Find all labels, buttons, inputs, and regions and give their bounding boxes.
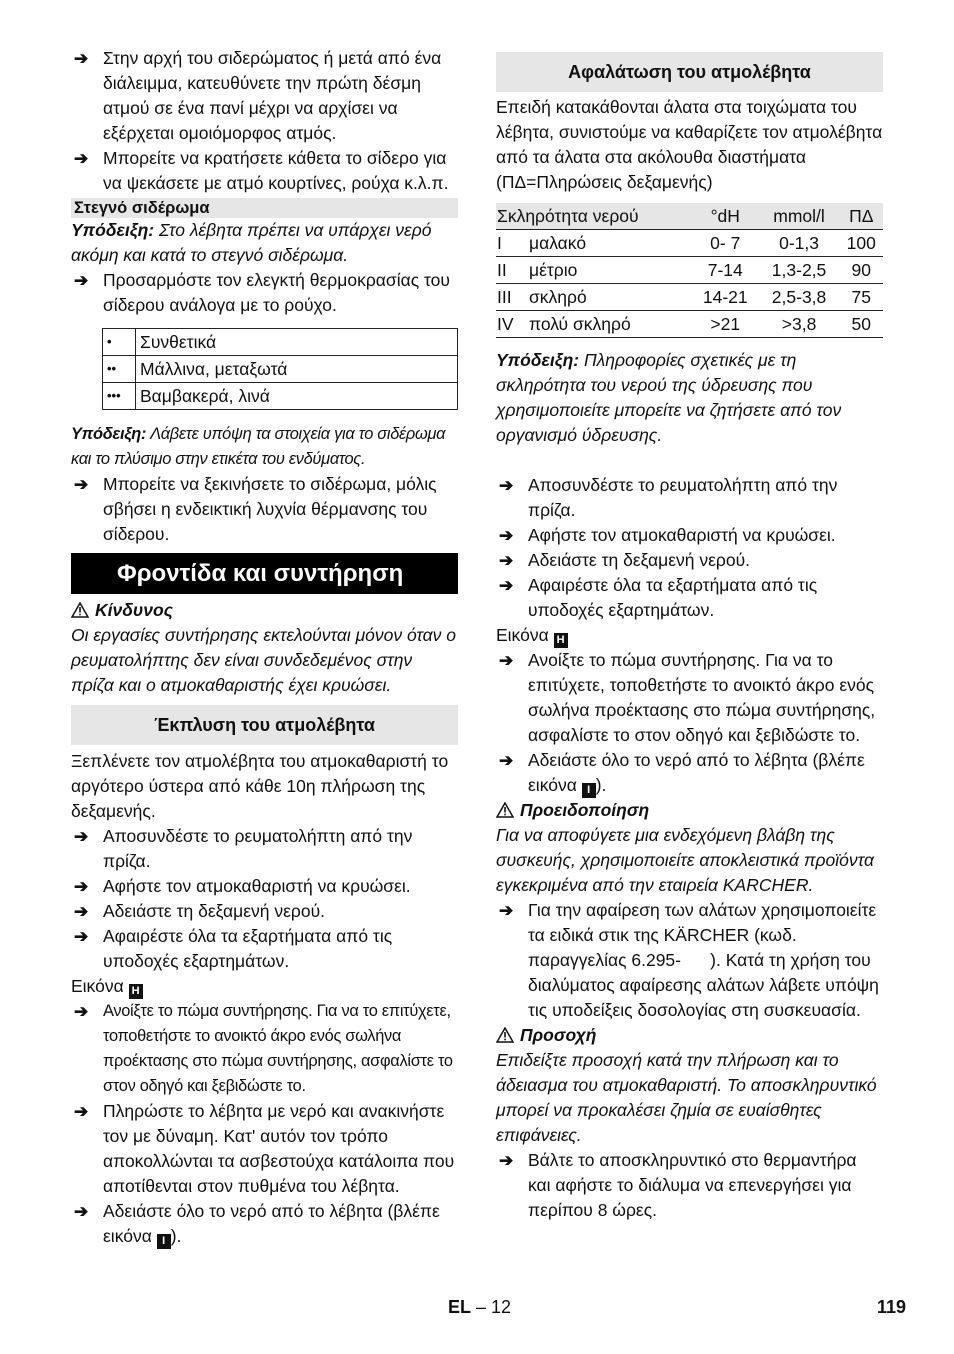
warning-text: Για να αποφύγετε μια ενδεχόμενη βλάβη της συσκευής, χρησιμοποιείτε αποκλειστικά προϊόντα εγκεκριμένα από την εταιρεία KARCHER. bbox=[496, 825, 874, 895]
arrow-right-icon: ➔ bbox=[499, 526, 514, 545]
list-item: ➔ Αδειάστε τη δεξαμενή νερού. bbox=[71, 899, 458, 924]
figure-i-icon: I bbox=[157, 1234, 171, 1249]
list-item: ➔ Στην αρχή του σιδερώματος ή μετά από ένα διάλειμμα, κατευθύνετε την πρώτη δέσμη ατμού σε ένα πανί μέχρι να αρχίσει να εξέρχεται ομοιόμορφος ατμός. bbox=[74, 48, 442, 143]
figure-h-icon: H bbox=[554, 633, 568, 648]
list-item: ➔ Βάλτε το αποσκληρυντικό στο θερμαντήρα και αφήστε το διάλυμα να επενεργήσει για περίπου 8 ώρες. bbox=[499, 1150, 857, 1220]
list-item: ➔ Ανοίξτε το πώμα συντήρησης. Για να το επιτύχετε, τοποθετήστε το ανοικτό άκρο ενός σωλήνα προέκτασης στο πώμα συντήρησης, ασφαλίστε το στον οδηγό και ξεβιδώστε το. bbox=[71, 999, 458, 1099]
list-item: ➔ Πληρώστε το λέβητα με νερό και ανακινήστε τον με δύναμη. Κατ' αυτόν τον τρόπο αποκολλώνται τα ασβεστούχα κατάλοιπα που αποτίθενται στον πυθμένα του λέβητα. bbox=[74, 1101, 455, 1196]
list-item: ➔ Αδειάστε τη δεξαμενή νερού. bbox=[496, 548, 883, 573]
arrow-right-icon: ➔ bbox=[499, 751, 514, 770]
arrow-right-icon: ➔ bbox=[499, 576, 514, 595]
list-item: ➔ Μπορείτε να ξεκινήσετε το σιδέρωμα, μόλις σβήσει η ενδεικτική λυχνία θέρμανσης του σίδερου. bbox=[74, 474, 437, 544]
rinse-intro: Ξεπλένετε τον ατμολέβητα του ατμοκαθαριστή το αργότερο ύστερα από κάθε 10η πλήρωση της δεξαμενής. bbox=[71, 751, 449, 821]
arrow-right-icon: ➔ bbox=[499, 476, 514, 495]
arrow-right-icon: ➔ bbox=[499, 901, 514, 920]
arrow-right-icon: ➔ bbox=[74, 1202, 89, 1221]
arrow-right-icon: ➔ bbox=[74, 877, 89, 896]
right-column bbox=[496, 52, 883, 1223]
arrow-right-icon: ➔ bbox=[74, 271, 89, 290]
arrow-right-icon: ➔ bbox=[74, 49, 89, 68]
arrow-right-icon: ➔ bbox=[74, 1002, 88, 1021]
arrow-right-icon: ➔ bbox=[499, 551, 514, 570]
table-row: •• Μάλλινα, μεταξωτά bbox=[103, 356, 458, 383]
list-item: ➔ Αποσυνδέστε το ρευματολήπτη από την πρίζα. bbox=[74, 826, 413, 871]
list-item: ➔ Για την αφαίρεση των αλάτων χρησιμοποιείτε τα ειδικά στικ της KÄRCHER (κωδ. παραγγελίας 6.295- ). Κατά τη χρήση του διαλύματος αφαίρεσης αλάτων λάβετε υπόψη τις υποδείξεις δοσολογίας στη συσκευασία. bbox=[499, 900, 884, 1020]
arrow-right-icon: ➔ bbox=[499, 651, 514, 670]
list-item: ➔ Αφαιρέστε όλα τα εξαρτήματα από τις υποδοχές εξαρτημάτων. bbox=[499, 575, 818, 620]
figure-h-icon: H bbox=[129, 984, 143, 999]
list-item: ➔ Αδειάστε όλο το νερό από το λέβητα (βλέπε εικόνα I ). bbox=[499, 750, 865, 796]
arrow-right-icon: ➔ bbox=[74, 1102, 89, 1121]
figure-reference: Εικόνα H bbox=[71, 974, 458, 999]
list-item: ➔ Αφαιρέστε όλα τα εξαρτήματα από τις υποδοχές εξαρτημάτων. bbox=[74, 926, 393, 971]
fabric-table bbox=[102, 328, 458, 410]
table-header-row: Σκληρότητα νερού °dH mmol/l ΠΔ bbox=[496, 203, 883, 230]
table-row: IV πολύ σκληρό >21 >3,8 50 bbox=[496, 311, 883, 338]
note: Υπόδειξη: Πληροφορίες σχετικές με τη σκληρότητα του νερού της ύδρευσης που χρησιμοποιείτε μπορείτε να ζητήσετε από τον οργανισμό ύδρευσης. bbox=[496, 350, 842, 445]
warning-heading: Προειδοποίηση bbox=[496, 798, 883, 823]
hardness-table bbox=[496, 203, 883, 338]
warning-triangle-icon bbox=[496, 1027, 514, 1043]
dry-ironing-heading: Στεγνό σιδέρωμα bbox=[71, 198, 458, 218]
list-item: ➔ Αφήστε τον ατμοκαθαριστή να κρυώσει. bbox=[496, 523, 883, 548]
arrow-right-icon: ➔ bbox=[74, 475, 89, 494]
arrow-right-icon: ➔ bbox=[74, 902, 89, 921]
page-number: 119 bbox=[877, 1297, 907, 1317]
table-row: • Συνθετικά bbox=[103, 329, 458, 356]
left-column bbox=[71, 46, 458, 1249]
rinse-heading: Έκπλυση του ατμολέβητα bbox=[71, 705, 458, 745]
table-row: ••• Βαμβακερά, λινά bbox=[103, 383, 458, 410]
descale-intro: Επειδή κατακάθονται άλατα στα τοιχώματα του λέβητα, συνιστούμε να καθαρίζετε τον ατμολέβητα από τα άλατα στα ακόλουθα διαστήματα (ΠΔ=Πληρώσεις δεξαμενής) bbox=[496, 97, 883, 192]
table-row: I μαλακό 0- 7 0-1,3 100 bbox=[496, 230, 883, 257]
list-item: ➔ Αδειάστε όλο το νερό από το λέβητα (βλέπε εικόνα I ). bbox=[74, 1201, 440, 1247]
arrow-right-icon: ➔ bbox=[74, 149, 89, 168]
arrow-right-icon: ➔ bbox=[499, 1151, 514, 1170]
table-row: II μέτριο 7-14 1,3-2,5 90 bbox=[496, 257, 883, 284]
caution-text: Επιδείξτε προσοχή κατά την πλήρωση και το άδειασμα του ατμοκαθαριστή. Το αποσκληρυντικό μπορεί να προκαλέσει ζημία σε ευαίσθητες επιφάνειες. bbox=[496, 1050, 877, 1145]
list-item: ➔ Προσαρμόστε τον ελεγκτή θερμοκρασίας του σίδερου ανάλογα με το ρούχο. bbox=[74, 270, 450, 315]
warning-triangle-icon bbox=[496, 802, 514, 818]
footer-section: EL – 12 bbox=[448, 1297, 512, 1317]
descale-heading: Αφαλάτωση του ατμολέβητα bbox=[496, 52, 883, 92]
warning-triangle-icon bbox=[71, 602, 89, 618]
figure-reference: Εικόνα H bbox=[496, 623, 883, 648]
note: Υπόδειξη: Λάβετε υπόψη τα στοιχεία για το σιδέρωμα και το πλύσιμο στην ετικέτα του ενδύματος. bbox=[71, 425, 446, 468]
list-item: ➔ Αφήστε τον ατμοκαθαριστή να κρυώσει. bbox=[71, 874, 458, 899]
danger-text: Οι εργασίες συντήρησης εκτελούνται μόνον όταν ο ρευματολήπτης δεν είναι συνδεδεμένος στην πρίζα και ο ατμοκαθαριστής έχει κρυώσει. bbox=[71, 625, 456, 695]
arrow-right-icon: ➔ bbox=[74, 927, 89, 946]
list-item: ➔ Μπορείτε να κρατήσετε κάθετα το σίδερο για να ψεκάσετε με ατμό κουρτίνες, ρούχα κ.λ.π. bbox=[74, 148, 449, 193]
list-item: ➔ Ανοίξτε το πώμα συντήρησης. Για να το επιτύχετε, τοποθετήστε το ανοικτό άκρο ενός σωλήνα προέκτασης στο πώμα συντήρησης, ασφαλίστε το στον οδηγό και ξεβιδώστε το. bbox=[499, 650, 876, 745]
caution-heading: Προσοχή bbox=[496, 1023, 883, 1048]
care-heading: Φροντίδα και συντήρηση bbox=[71, 553, 458, 594]
arrow-right-icon: ➔ bbox=[74, 827, 89, 846]
danger-heading: Κίνδυνος bbox=[71, 598, 458, 623]
figure-i-icon: I bbox=[582, 783, 596, 798]
list-item: ➔ Αποσυνδέστε το ρευματολήπτη από την πρίζα. bbox=[499, 475, 838, 520]
table-row: III σκληρό 14-21 2,5-3,8 75 bbox=[496, 284, 883, 311]
note: Υπόδειξη: Στο λέβητα πρέπει να υπάρχει νερό ακόμη και κατά το στεγνό σιδέρωμα. bbox=[71, 220, 432, 265]
